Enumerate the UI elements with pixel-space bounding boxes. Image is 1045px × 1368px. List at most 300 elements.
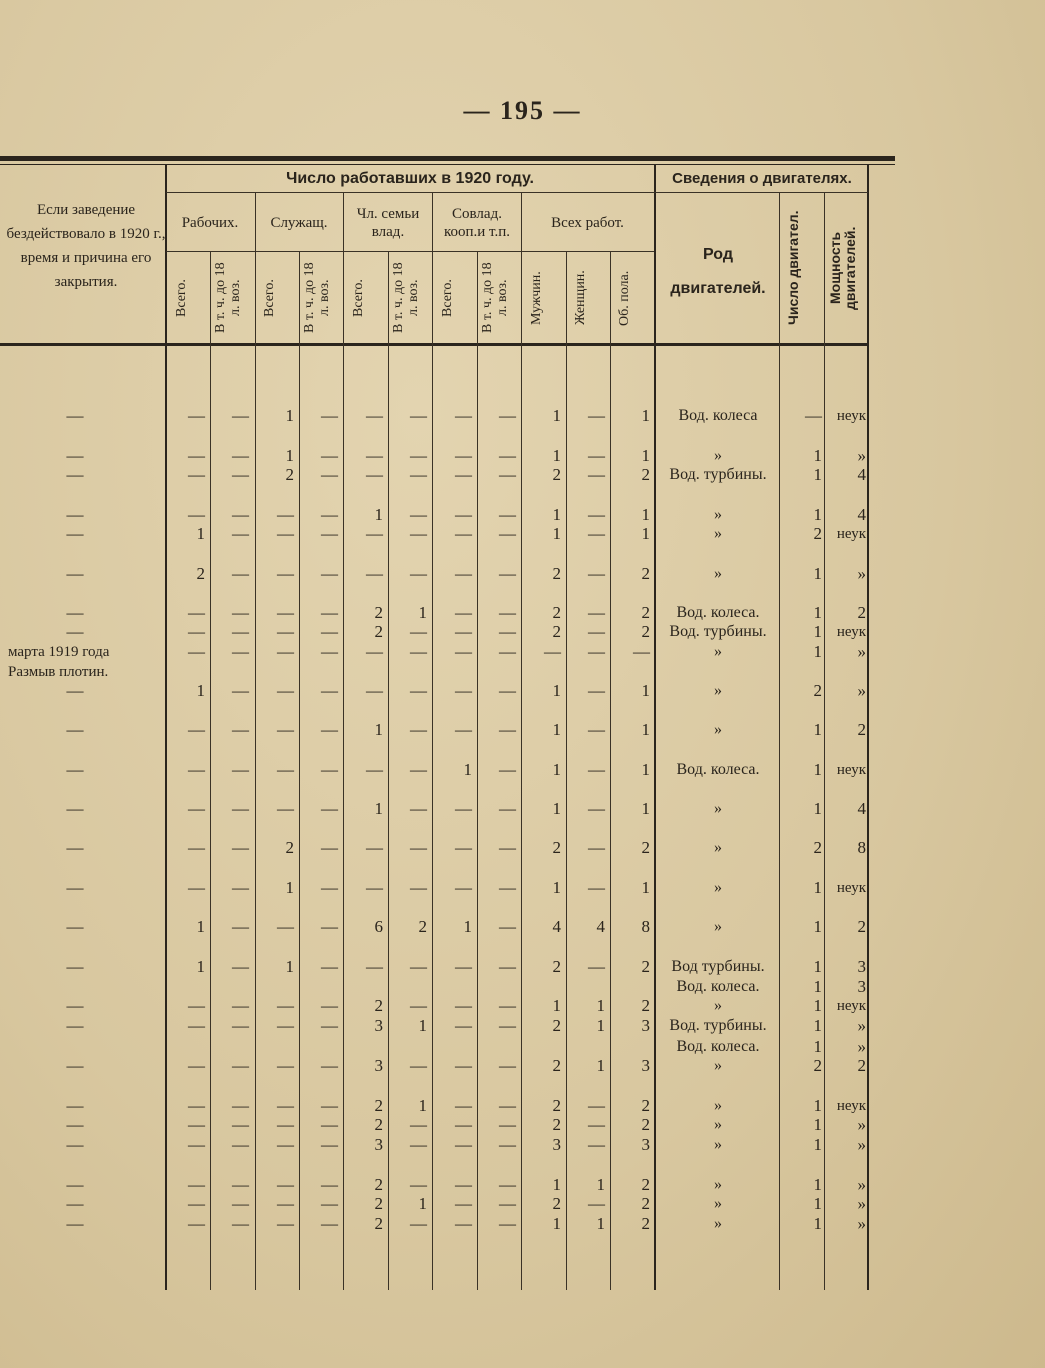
value-cell: — xyxy=(277,1016,294,1035)
table-row xyxy=(0,603,870,623)
value-cell: — xyxy=(633,642,650,661)
table-row xyxy=(0,406,870,426)
value-cell: — xyxy=(455,1056,472,1075)
sub-both: Об. пола. xyxy=(617,270,632,326)
value-cell: 1 xyxy=(463,760,472,779)
engine-count-cell: 2 xyxy=(813,1056,822,1075)
value-cell: 2 xyxy=(552,1016,561,1035)
value-cell: — xyxy=(455,622,472,641)
value-cell: — xyxy=(321,465,338,484)
group-employees: Служащ. xyxy=(270,215,328,231)
value-cell: 2 xyxy=(641,1214,650,1233)
value-cell: — xyxy=(232,465,249,484)
value-cell: — xyxy=(499,1115,516,1134)
engine-type-cell: Вод. колеса xyxy=(678,407,758,424)
value-cell: — xyxy=(455,1115,472,1134)
closure-cell xyxy=(40,642,110,662)
engine-count-cell: 1 xyxy=(813,957,822,976)
value-cell: 2 xyxy=(552,603,561,622)
value-cell: — xyxy=(188,1016,205,1035)
value-cell: — xyxy=(232,996,249,1015)
value-cell: 1 xyxy=(596,1214,605,1233)
engine-type-cell: » xyxy=(714,506,722,523)
value-cell: 3 xyxy=(374,1056,383,1075)
value-cell: — xyxy=(366,564,383,583)
engine-count-cell: 1 xyxy=(813,465,822,484)
value-cell: — xyxy=(321,878,338,897)
value-cell: — xyxy=(455,681,472,700)
value-cell: — xyxy=(588,1115,605,1134)
engine-type-cell: » xyxy=(714,1136,722,1153)
engines-title: Сведения о двигателях. xyxy=(672,170,852,187)
value-cell: 2 xyxy=(641,1175,650,1194)
value-cell: — xyxy=(410,1115,427,1134)
value-cell: 2 xyxy=(552,465,561,484)
value-cell: 1 xyxy=(641,505,650,524)
value-cell: 1 xyxy=(552,878,561,897)
value-cell: — xyxy=(188,1135,205,1154)
value-cell: — xyxy=(455,1135,472,1154)
value-cell: — xyxy=(277,1194,294,1213)
closure-cell: — xyxy=(66,1016,84,1035)
engine-type-cell: » xyxy=(714,1176,722,1193)
value-cell: — xyxy=(188,760,205,779)
value-cell: — xyxy=(232,957,249,976)
value-cell: — xyxy=(455,406,472,425)
engine-count-cell: 2 xyxy=(813,524,822,543)
engine-power-cell: неук xyxy=(836,408,866,424)
value-cell: — xyxy=(455,1214,472,1233)
value-cell: 2 xyxy=(418,917,427,936)
value-cell: 1 xyxy=(552,505,561,524)
value-cell: — xyxy=(499,1096,516,1115)
value-cell: — xyxy=(499,642,516,661)
table-row xyxy=(0,1096,870,1116)
engine-power-cell: » xyxy=(857,1135,866,1154)
workers-title: Число работавших в 1920 году. xyxy=(286,170,534,187)
value-cell: — xyxy=(410,642,427,661)
value-cell: 1 xyxy=(552,524,561,543)
value-cell: 1 xyxy=(552,1214,561,1233)
value-cell: — xyxy=(277,720,294,739)
value-cell: 2 xyxy=(641,957,650,976)
engine-count-cell: 1 xyxy=(813,1016,822,1035)
engine-count-header: Число двигател. xyxy=(785,210,801,326)
value-cell xyxy=(171,977,205,997)
value-cell: — xyxy=(455,1016,472,1035)
value-cell: 1 xyxy=(285,446,294,465)
value-cell: — xyxy=(499,996,516,1015)
closure-cell: — xyxy=(66,1096,84,1115)
engine-type-cell: » xyxy=(714,682,722,699)
value-cell: 1 xyxy=(641,406,650,425)
value-cell: 1 xyxy=(552,996,561,1015)
value-cell: — xyxy=(455,505,472,524)
value-cell: — xyxy=(499,446,516,465)
value-cell: — xyxy=(499,957,516,976)
value-cell: — xyxy=(232,799,249,818)
page-number: — 195 — xyxy=(463,96,582,125)
value-cell: — xyxy=(410,760,427,779)
value-cell: — xyxy=(321,603,338,622)
value-cell: 3 xyxy=(374,1135,383,1154)
value-cell xyxy=(571,977,605,997)
value-cell xyxy=(393,1037,427,1057)
value-cell: 1 xyxy=(463,917,472,936)
value-cell: — xyxy=(232,720,249,739)
engine-count-cell: — xyxy=(805,406,822,425)
engine-count-cell: 1 xyxy=(813,1194,822,1213)
engine-type-cell: Вод турбины. xyxy=(671,958,765,975)
sub-total: Всего. xyxy=(440,279,455,317)
engine-type-cell: » xyxy=(714,525,722,542)
value-cell: — xyxy=(588,505,605,524)
reason-line: марта 1919 года xyxy=(8,644,110,660)
closure-cell: — xyxy=(66,446,84,465)
value-cell: 2 xyxy=(641,622,650,641)
value-cell: 1 xyxy=(285,878,294,897)
value-cell: — xyxy=(410,878,427,897)
engine-count-cell: 2 xyxy=(813,681,822,700)
table-row xyxy=(0,505,870,525)
engine-power-cell: 2 xyxy=(857,1056,866,1075)
value-cell: 1 xyxy=(552,681,561,700)
value-cell: — xyxy=(277,1115,294,1134)
value-cell: — xyxy=(277,799,294,818)
value-cell: 1 xyxy=(596,996,605,1015)
value-cell: 2 xyxy=(641,838,650,857)
value-cell: 1 xyxy=(285,406,294,425)
value-cell xyxy=(260,977,294,997)
value-cell: — xyxy=(321,996,338,1015)
engine-power-cell: » xyxy=(857,1016,866,1035)
value-cell: — xyxy=(188,622,205,641)
top-rule xyxy=(0,156,895,161)
table-row xyxy=(0,957,870,977)
value-cell xyxy=(482,977,516,997)
value-cell: — xyxy=(232,681,249,700)
value-cell: — xyxy=(188,878,205,897)
value-cell: — xyxy=(455,1096,472,1115)
value-cell: — xyxy=(588,838,605,857)
value-cell xyxy=(215,977,249,997)
value-cell: — xyxy=(188,996,205,1015)
value-cell: 1 xyxy=(552,720,561,739)
value-cell: 2 xyxy=(641,603,650,622)
engine-power-cell: » xyxy=(857,564,866,583)
value-cell: 2 xyxy=(374,622,383,641)
value-cell: 1 xyxy=(552,446,561,465)
closure-cell: — xyxy=(66,1115,84,1134)
engine-count-cell: 2 xyxy=(813,838,822,857)
engine-type-cell: » xyxy=(714,1116,722,1133)
value-cell: — xyxy=(321,838,338,857)
engine-power-cell: неук xyxy=(836,880,866,896)
table-row xyxy=(0,465,870,485)
engine-power-cell: неук xyxy=(836,762,866,778)
closure-cell: — xyxy=(66,524,84,543)
value-cell: — xyxy=(455,957,472,976)
closure-cell: — xyxy=(66,564,84,583)
value-cell: — xyxy=(499,465,516,484)
engine-power-cell: 4 xyxy=(857,505,866,524)
value-cell xyxy=(304,977,338,997)
value-cell: 1 xyxy=(552,406,561,425)
value-cell: — xyxy=(410,622,427,641)
value-cell: — xyxy=(410,720,427,739)
group-workers: Рабочих. xyxy=(181,215,239,231)
value-cell: — xyxy=(277,1096,294,1115)
sub-men: Мужчин. xyxy=(529,271,544,325)
engine-type-cell: » xyxy=(714,800,722,817)
value-cell xyxy=(616,977,650,997)
table-row xyxy=(0,996,870,1016)
engine-count-cell: 1 xyxy=(813,799,822,818)
value-cell: 2 xyxy=(374,603,383,622)
value-cell: — xyxy=(188,1056,205,1075)
value-cell: — xyxy=(321,505,338,524)
value-cell: — xyxy=(277,681,294,700)
value-cell: 2 xyxy=(641,996,650,1015)
value-cell: — xyxy=(588,760,605,779)
sub-total: Всего. xyxy=(351,279,366,317)
value-cell: — xyxy=(588,720,605,739)
table-row xyxy=(0,1037,870,1057)
closure-cell: — xyxy=(66,878,84,897)
value-cell: 1 xyxy=(641,878,650,897)
value-cell: — xyxy=(455,878,472,897)
value-cell: — xyxy=(499,799,516,818)
value-cell: — xyxy=(455,1175,472,1194)
engine-count-cell: 1 xyxy=(813,603,822,622)
value-cell: — xyxy=(321,642,338,661)
engine-count-cell: 1 xyxy=(813,977,822,996)
value-cell: — xyxy=(277,622,294,641)
value-cell xyxy=(616,1037,650,1057)
table-row xyxy=(0,1056,870,1076)
value-cell: — xyxy=(232,603,249,622)
value-cell: — xyxy=(366,957,383,976)
engine-type-cell: » xyxy=(714,1097,722,1114)
value-cell: 1 xyxy=(285,957,294,976)
engine-type-cell: » xyxy=(714,839,722,856)
value-cell: 4 xyxy=(552,917,561,936)
table-row xyxy=(0,720,870,740)
engine-type-cell: Вод. колеса. xyxy=(676,604,760,621)
reason-line: Размыв плотин. xyxy=(8,664,109,680)
value-cell: — xyxy=(499,1016,516,1035)
value-cell: 2 xyxy=(552,622,561,641)
value-cell: — xyxy=(232,1194,249,1213)
value-cell: 1 xyxy=(196,917,205,936)
table-row xyxy=(0,917,870,937)
closure-cell: — xyxy=(66,1194,84,1213)
engine-count-cell: 1 xyxy=(813,1175,822,1194)
value-cell: 1 xyxy=(418,1096,427,1115)
value-cell: 1 xyxy=(641,446,650,465)
value-cell xyxy=(438,977,472,997)
value-cell: 1 xyxy=(374,720,383,739)
value-cell: — xyxy=(321,1135,338,1154)
value-cell: — xyxy=(455,799,472,818)
engine-power-cell: » xyxy=(857,1175,866,1194)
value-cell: — xyxy=(232,524,249,543)
value-cell: — xyxy=(232,1214,249,1233)
table-row xyxy=(0,760,870,780)
value-cell xyxy=(349,977,383,997)
engine-type-cell: » xyxy=(714,997,722,1014)
table-row xyxy=(0,838,870,858)
value-cell: 2 xyxy=(641,564,650,583)
engine-count-cell: 1 xyxy=(813,1037,822,1056)
value-cell: 2 xyxy=(374,996,383,1015)
value-cell: — xyxy=(277,917,294,936)
value-cell: — xyxy=(277,1214,294,1233)
value-cell: — xyxy=(455,996,472,1015)
value-cell: — xyxy=(499,564,516,583)
closure-cell: — xyxy=(66,1214,84,1233)
value-cell xyxy=(571,1037,605,1057)
value-cell: — xyxy=(232,642,249,661)
table-row xyxy=(0,1214,870,1234)
engine-power-cell: неук xyxy=(836,1098,866,1114)
value-cell: 8 xyxy=(641,917,650,936)
value-cell: — xyxy=(321,1214,338,1233)
engine-power-cell: неук xyxy=(836,624,866,640)
engine-power-cell: 3 xyxy=(857,977,866,996)
table-row xyxy=(0,622,870,642)
value-cell xyxy=(527,977,561,997)
value-cell: 2 xyxy=(641,465,650,484)
value-cell: — xyxy=(366,642,383,661)
value-cell: 2 xyxy=(552,1096,561,1115)
value-cell: — xyxy=(455,603,472,622)
value-cell: — xyxy=(321,799,338,818)
value-cell: — xyxy=(188,505,205,524)
value-cell: — xyxy=(321,1194,338,1213)
sub-minors: В т. ч. до 18 л. воз. xyxy=(213,262,243,334)
value-cell: — xyxy=(455,465,472,484)
value-cell: — xyxy=(544,642,561,661)
value-cell: — xyxy=(588,1096,605,1115)
value-cell: — xyxy=(410,838,427,857)
value-cell: — xyxy=(588,622,605,641)
engine-type-cell: » xyxy=(714,918,722,935)
value-cell: — xyxy=(499,622,516,641)
value-cell xyxy=(215,1037,249,1057)
value-cell xyxy=(304,1037,338,1057)
value-cell: 1 xyxy=(641,799,650,818)
engine-type-cell: Вод. колеса. xyxy=(676,761,760,778)
value-cell: — xyxy=(499,1194,516,1213)
value-cell: 1 xyxy=(196,524,205,543)
value-cell: — xyxy=(366,878,383,897)
value-cell: — xyxy=(232,1135,249,1154)
engine-type-cell: » xyxy=(714,879,722,896)
value-cell: — xyxy=(588,878,605,897)
engine-count-cell: 1 xyxy=(813,564,822,583)
value-cell: — xyxy=(455,446,472,465)
value-cell: 2 xyxy=(641,1096,650,1115)
value-cell: — xyxy=(321,1016,338,1035)
group-all: Всех работ. xyxy=(551,215,624,231)
table-row xyxy=(0,524,870,544)
engine-power-cell: 2 xyxy=(857,720,866,739)
value-cell: — xyxy=(588,957,605,976)
value-cell: 2 xyxy=(285,465,294,484)
engine-type-cell: Вод. колеса. xyxy=(676,1038,760,1055)
engine-type-cell: » xyxy=(714,1215,722,1232)
value-cell: — xyxy=(277,524,294,543)
value-cell: — xyxy=(188,465,205,484)
engine-type-cell: » xyxy=(714,447,722,464)
value-cell: — xyxy=(366,524,383,543)
value-cell: — xyxy=(455,838,472,857)
value-cell: — xyxy=(588,603,605,622)
sub-minors: В т. ч. до 18 л. воз. xyxy=(480,262,510,334)
value-cell: — xyxy=(455,1194,472,1213)
value-cell xyxy=(527,1037,561,1057)
engine-power-cell: » xyxy=(857,1037,866,1056)
closure-column-header: Если заведение бездействовало в 1920 г., время и причина его закрытия. xyxy=(6,202,166,290)
engine-type-cell: » xyxy=(714,643,722,660)
value-cell: — xyxy=(321,1056,338,1075)
closure-cell: — xyxy=(66,799,84,818)
table-row xyxy=(0,878,870,898)
value-cell: — xyxy=(188,1115,205,1134)
value-cell: — xyxy=(321,720,338,739)
value-cell: — xyxy=(499,760,516,779)
value-cell: — xyxy=(188,642,205,661)
value-cell xyxy=(393,977,427,997)
closure-cell: — xyxy=(66,603,84,622)
value-cell: — xyxy=(366,465,383,484)
value-cell: 1 xyxy=(596,1175,605,1194)
value-cell: — xyxy=(588,465,605,484)
value-cell: — xyxy=(188,1175,205,1194)
engine-power-cell: 3 xyxy=(857,957,866,976)
value-cell: 1 xyxy=(418,1194,427,1213)
value-cell: — xyxy=(410,1214,427,1233)
engine-count-cell: 1 xyxy=(813,1214,822,1233)
value-cell: — xyxy=(366,406,383,425)
value-cell: 1 xyxy=(418,1016,427,1035)
engine-count-cell: 1 xyxy=(813,1096,822,1115)
table-row xyxy=(0,1194,870,1214)
value-cell: — xyxy=(232,878,249,897)
engine-count-cell: 1 xyxy=(813,878,822,897)
value-cell: — xyxy=(499,505,516,524)
value-cell: — xyxy=(277,1056,294,1075)
engine-type-cell: » xyxy=(714,721,722,738)
sub-total: Всего. xyxy=(262,279,277,317)
value-cell: — xyxy=(588,406,605,425)
value-cell: — xyxy=(188,406,205,425)
value-cell: — xyxy=(277,1175,294,1194)
engine-power-cell: неук xyxy=(836,526,866,542)
engine-power-cell: » xyxy=(857,642,866,661)
value-cell: 1 xyxy=(552,760,561,779)
engine-type-cell: » xyxy=(714,1057,722,1074)
value-cell: — xyxy=(321,406,338,425)
sub-minors: В т. ч. до 18 л. воз. xyxy=(391,262,421,334)
value-cell: — xyxy=(232,917,249,936)
value-cell: — xyxy=(232,838,249,857)
sub-women: Женщин. xyxy=(573,270,588,326)
value-cell: — xyxy=(188,720,205,739)
value-cell: 1 xyxy=(418,603,427,622)
value-cell: — xyxy=(366,681,383,700)
